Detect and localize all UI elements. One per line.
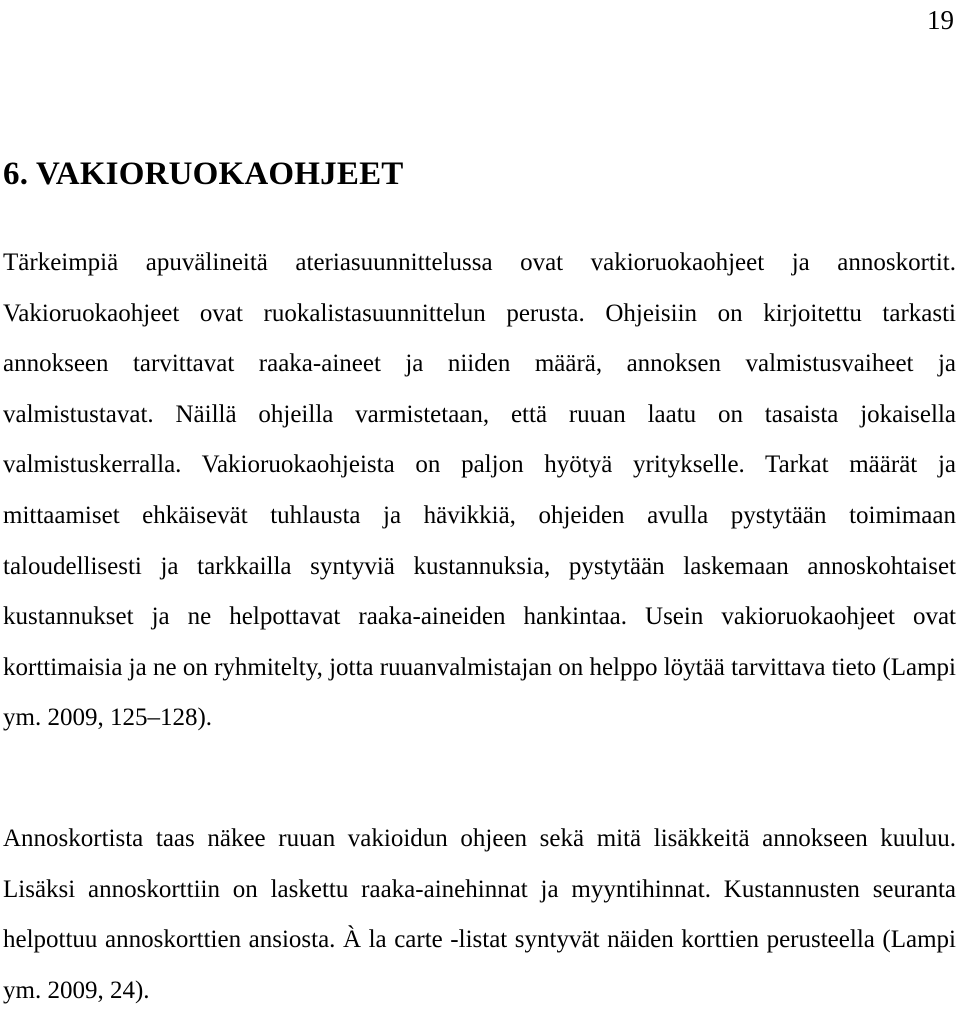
body-paragraph-1: Tärkeimpiä apuvälineitä ateriasuunnittelussa ovat vakioruokaohjeet ja annoskortit. Vakioruokaohjeet ovat ruokalistasuunnittelun perusta. Ohjeisiin on kirjoitettu tarkasti annokseen tarvittavat raaka-aineet ja niiden määrä, annoksen valmistusvaiheet ja valmistustavat. Näillä ohjeilla varmistetaan, että ruuan laatu on tasaista jokaisella valmistuskerralla. Vakioruokaohjeista on paljon hyötyä yritykselle. Tarkat määrät ja mittaamiset ehkäisevät tuhlausta ja hävikkiä, ohjeiden avulla pystytään toimimaan taloudellisesti ja tarkkailla syntyviä kustannuksia, pystytään laskemaan annoskohtaiset kustannukset ja ne helpottavat raaka-aineiden hankintaa. Usein vakioruokaohjeet ovat korttimaisia ja ne on ryhmitelty, jotta ruuanvalmistajan on helppo löytää tarvittava tieto (Lampi ym. 2009, 125–128).: [3, 249, 956, 732]
body-paragraph-2: Annoskortista taas näkee ruuan vakioidun ohjeen sekä mitä lisäkkeitä annokseen kuuluu. Lisäksi annoskorttiin on laskettu raaka-ainehinnat ja myyntihinnat. Kustannusten seuranta helpottuu annoskorttien ansiosta. À la carte -listat syntyvät näiden korttien perusteella (Lampi ym. 2009, 24).: [3, 825, 956, 1004]
page-number: 19: [927, 5, 954, 35]
section-heading: 6. VAKIORUOKAOHJEET: [3, 156, 404, 192]
